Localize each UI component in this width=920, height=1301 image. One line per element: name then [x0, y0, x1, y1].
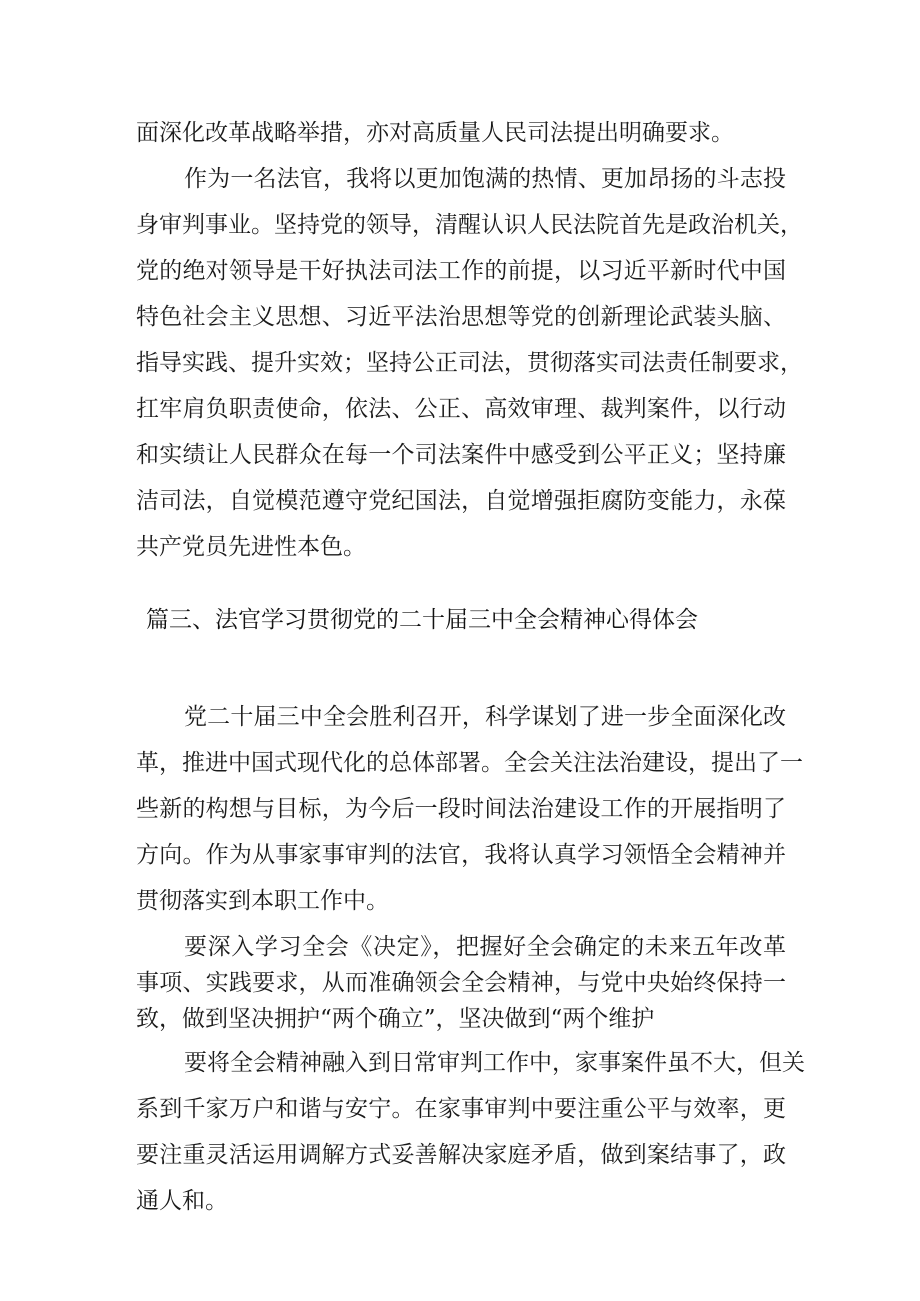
text-line: 致，做到坚决拥护“两个确立”，坚决做到“两个维护 — [136, 1006, 655, 1032]
section-heading: 篇三、法官学习贯彻党的二十届三中全会精神心得体会 — [146, 607, 698, 633]
text-line: 通人和。 — [136, 1188, 228, 1214]
text-line: 洁司法，自觉模范遵守党纪国法，自觉增强拒腐防变能力，永葆 — [136, 488, 786, 514]
text-line: 扛牢肩负职责使命，依法、公正、高效审理、裁判案件，以行动 — [136, 396, 786, 422]
text-line: 面深化改革战略举措，亦对高质量人民司法提出明确要求。 — [136, 120, 734, 146]
text-line: 党的绝对领导是干好执法司法工作的前提，以习近平新时代中国 — [136, 258, 786, 284]
text-line: 革，推进中国式现代化的总体部署。全会关注法治建设，提出了一 — [136, 750, 803, 776]
text-line: 事项、实践要求，从而准确领会全会精神，与党中央始终保持一 — [136, 970, 786, 996]
text-line: 和实绩让人民群众在每一个司法案件中感受到公平正义；坚持廉 — [136, 442, 786, 468]
paragraph-first-line: 要将全会精神融入到日常审判工作中，家事案件虽不大，但关 — [184, 1050, 805, 1076]
text-line: 要注重灵活运用调解方式妥善解决家庭矛盾，做到案结事了，政 — [136, 1142, 786, 1168]
paragraph-first-line: 党二十届三中全会胜利召开，科学谋划了进一步全面深化改 — [184, 704, 786, 730]
text-line: 些新的构想与目标，为今后一段时间法治建设工作的开展指明了 — [136, 796, 786, 822]
text-line: 系到千家万户和谐与安宁。在家事审判中要注重公平与效率，更 — [136, 1096, 786, 1122]
text-line: 身审判事业。坚持党的领导，清醒认识人民法院首先是政治机关， — [136, 212, 803, 238]
paragraph-first-line: 作为一名法官，我将以更加饱满的热情、更加昂扬的斗志投 — [184, 166, 786, 192]
text-line: 指导实践、提升实效；坚持公正司法，贯彻落实司法责任制要求， — [136, 350, 803, 376]
paragraph-first-line: 要深入学习全会《决定》，把握好全会确定的未来五年改革 — [184, 934, 786, 960]
text-line: 共产党员先进性本色。 — [136, 534, 366, 560]
text-line: 特色社会主义思想、习近平法治思想等党的创新理论武装头脑、 — [136, 304, 786, 330]
text-line: 方向。作为从事家事审判的法官，我将认真学习领悟全会精神并 — [136, 842, 786, 868]
text-line: 贯彻落实到本职工作中。 — [136, 888, 389, 914]
